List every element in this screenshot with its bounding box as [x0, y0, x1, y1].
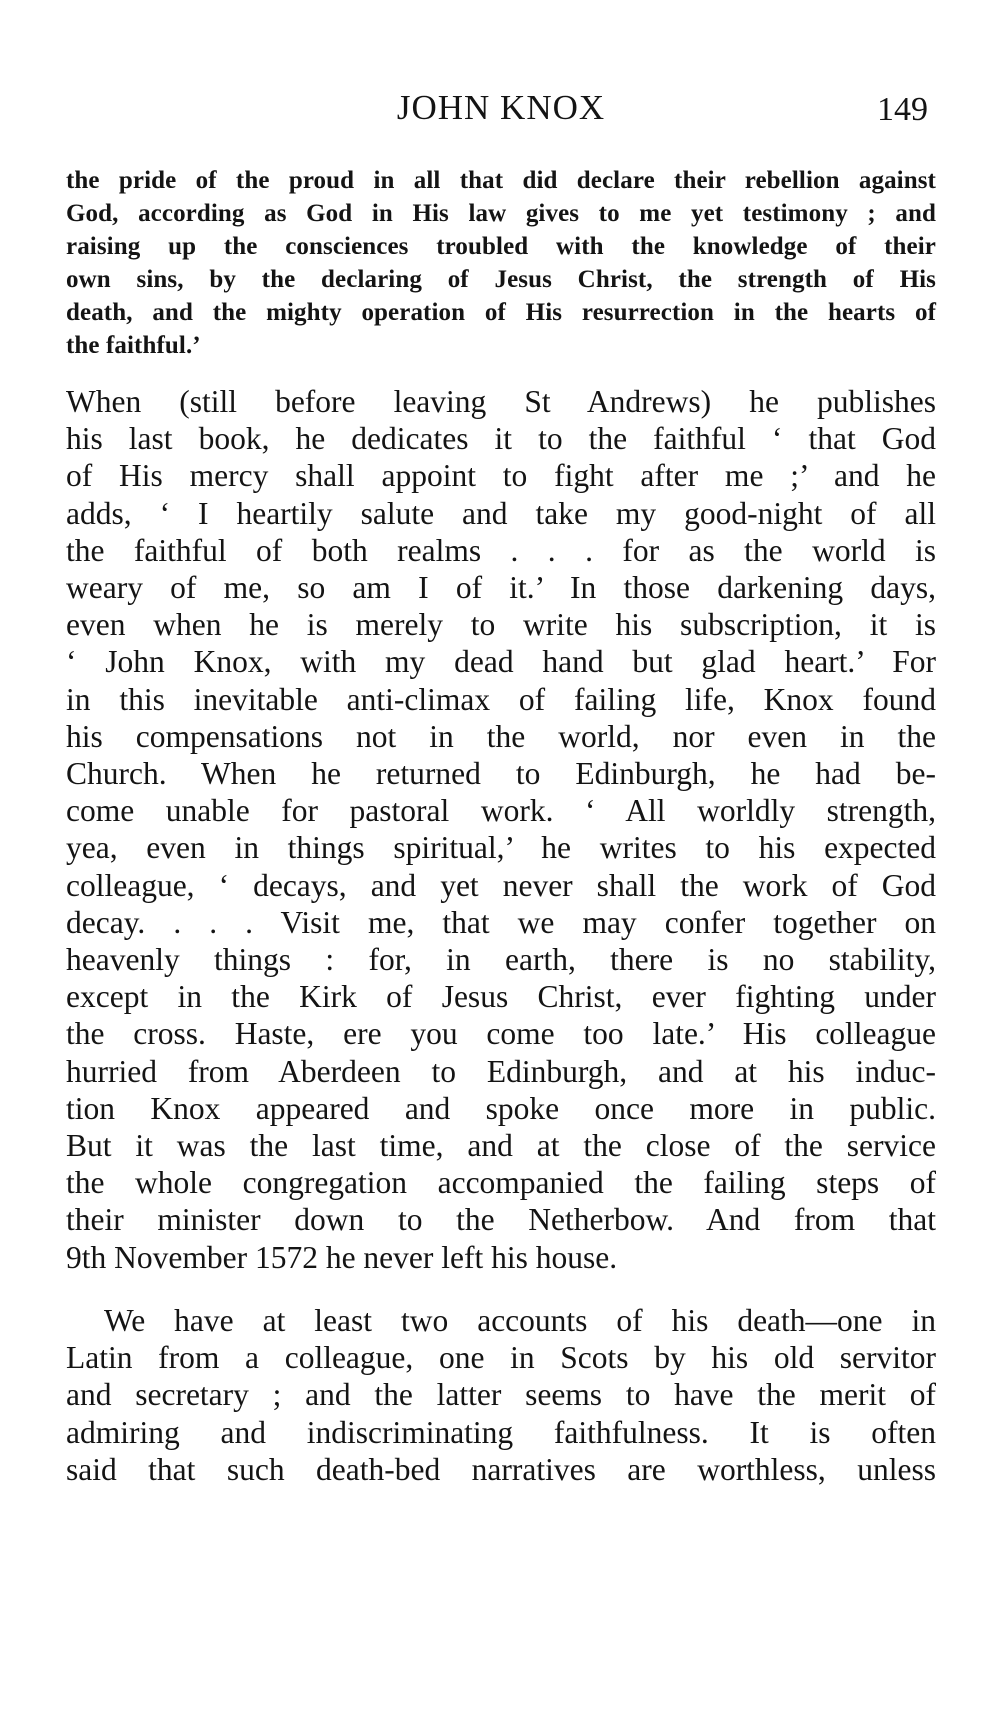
quote-line: raising up the consciences troubled with the knowledge of their [66, 233, 936, 260]
text-line: his last book, he dedicates it to the faithful ‘ that God [66, 421, 936, 457]
running-header [66, 88, 936, 138]
quote-line: death, and the mighty operation of His resurrection in the hearts of [66, 299, 936, 326]
text-line: weary of me, so am I of it.’ In those darkening days, [66, 570, 936, 606]
text-line: adds, ‘ I heartily salute and take my good-night of all [66, 495, 936, 531]
text-line: of His mercy shall appoint to fight after me ;’ and he [66, 458, 936, 494]
quote-line: God, according as God in His law gives to me yet testimony ; and [66, 200, 936, 227]
text-line: and secretary ; and the latter seems to have the merit of [66, 1377, 936, 1413]
text-line: except in the Kirk of Jesus Christ, ever fighting under [66, 979, 936, 1015]
text-line: But it was the last time, and at the close of the service [66, 1128, 936, 1164]
running-title: JOHN KNOX [396, 88, 606, 127]
text-line: yea, even in things spiritual,’ he writes to his expected [66, 830, 936, 866]
quote-line: the pride of the proud in all that did declare their rebellion against [66, 167, 936, 194]
text-line: their minister down to the Netherbow. And from that [66, 1202, 936, 1238]
paragraph-1 [66, 383, 936, 1276]
text-line: 9th November 1572 he never left his house. [66, 1239, 618, 1275]
text-line: the whole congregation accompanied the failing steps of [66, 1165, 936, 1201]
text-line: the faithful of both realms . . . for as the world is [66, 532, 936, 568]
paragraph-2 [66, 1302, 936, 1488]
text-line: colleague, ‘ decays, and yet never shall the work of God [66, 867, 936, 903]
quote-line: own sins, by the declaring of Jesus Christ, the strength of His [66, 266, 936, 293]
text-line: in this inevitable anti-climax of failing life, Knox found [66, 681, 936, 717]
text-line: heavenly things : for, in earth, there is no stability, [66, 942, 936, 978]
text-line: decay. . . . Visit me, that we may confer together on [66, 904, 936, 940]
text-line: tion Knox appeared and spoke once more in public. [66, 1090, 936, 1126]
text-line: Church. When he returned to Edinburgh, he had be- [66, 756, 936, 792]
text-line: come unable for pastoral work. ‘ All worldly strength, [66, 793, 936, 829]
text-line: We have at least two accounts of his death—one in [104, 1303, 936, 1338]
page-number: 149 [877, 91, 928, 128]
text-line: hurried from Aberdeen to Edinburgh, and at his induc- [66, 1053, 936, 1089]
text-line: his compensations not in the world, nor even in the [66, 718, 936, 754]
text-line: ‘ John Knox, with my dead hand but glad heart.’ For [66, 644, 936, 680]
text-line: When (still before leaving St Andrews) he publishes [66, 384, 936, 419]
quote-line: the faithful.’ [66, 332, 201, 359]
text-line: admiring and indiscriminating faithfulness. It is often [66, 1414, 936, 1450]
text-line: said that such death-bed narratives are worthless, unless [66, 1451, 936, 1487]
text-line: even when he is merely to write his subscription, it is [66, 607, 936, 643]
text-line: the cross. Haste, ere you come too late.’ His colleague [66, 1016, 936, 1052]
text-line: Latin from a colleague, one in Scots by his old servitor [66, 1340, 936, 1376]
block-quote [66, 164, 936, 362]
